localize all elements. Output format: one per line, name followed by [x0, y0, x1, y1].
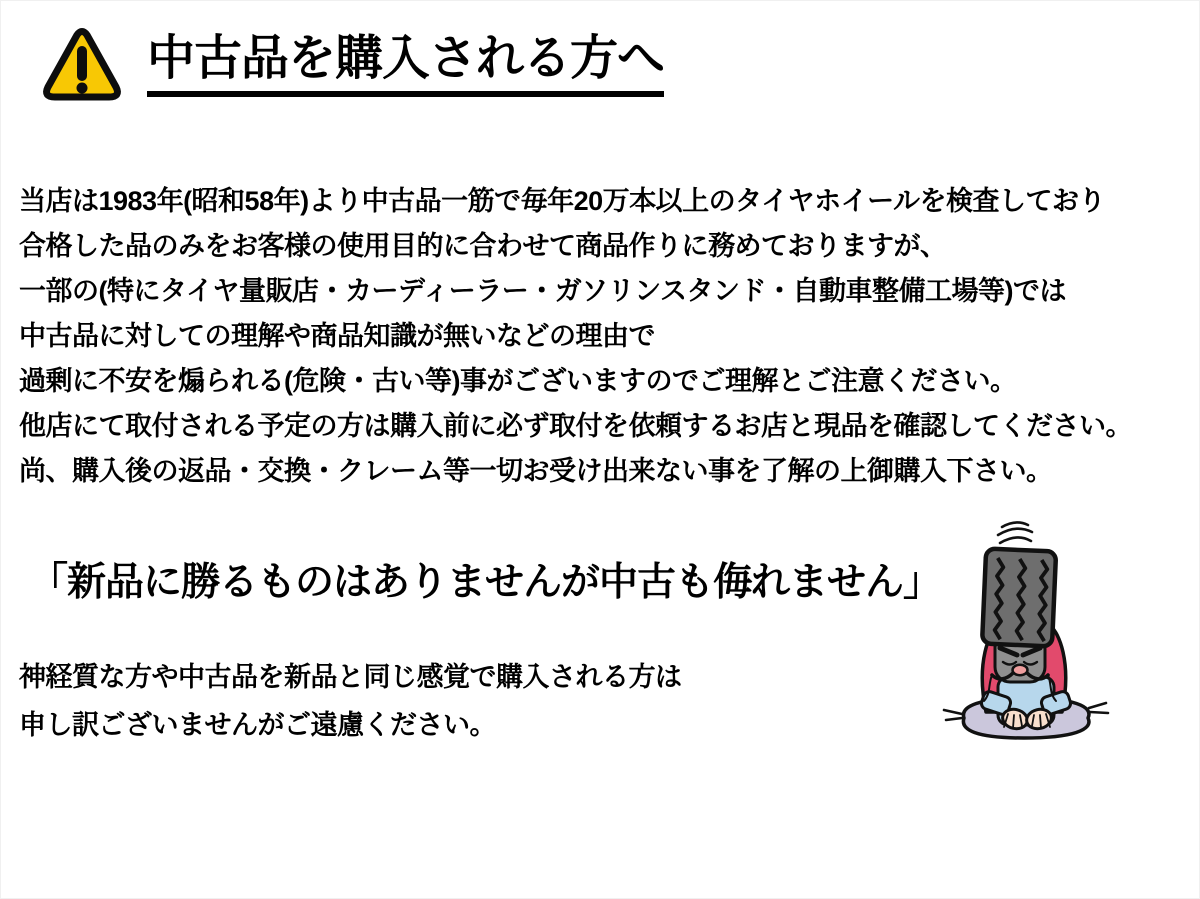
- nose: [1013, 665, 1028, 675]
- disclaimer: [19, 653, 779, 749]
- notice-line: 他店にて取付される予定の方は購入前に必ず取付を依頼するお店と現品を確認してください。: [19, 411, 1132, 441]
- notice-line: 当店は1983年(昭和58年)より中古品一筋で毎年20万本以上のタイヤホイールを検査しており: [19, 186, 1106, 216]
- tire-icon: [982, 549, 1056, 647]
- notice-line: 尚、購入後の返品・交換・クレーム等一切お受け出来ない事を了解の上御購入下さい。: [19, 456, 1053, 486]
- notice-line: 過剰に不安を煽られる(危険・古い等)事がございますのでご理解とご注意ください。: [19, 366, 1017, 396]
- notice-line: 合格した品のみをお客様の使用目的に合わせて商品作りに務めておりますが、: [19, 231, 947, 261]
- page-title: 中古品を購入される方へ: [147, 33, 664, 97]
- notice-line: 一部の(特にタイヤ量販店・カーディーラー・ガソリンスタンド・自動車整備工場等)では: [19, 276, 1066, 306]
- motion-lines-icon: [998, 522, 1032, 543]
- notice-body: [19, 179, 1132, 494]
- header: [41, 27, 664, 103]
- disclaimer-line: 神経質な方や中古品を新品と同じ感覚で購入される方は: [19, 662, 682, 692]
- warning-triangle-icon: [41, 27, 123, 103]
- disclaimer-line: 申し訳ございませんがご遠慮ください。: [19, 710, 496, 740]
- notice-line: 中古品に対しての理解や商品知識が無いなどの理由で: [19, 321, 655, 351]
- slogan-quote: 「新品に勝るものはありませんが中古も侮れません」: [29, 561, 942, 604]
- bowing-person-with-tire-illustration: [936, 514, 1126, 751]
